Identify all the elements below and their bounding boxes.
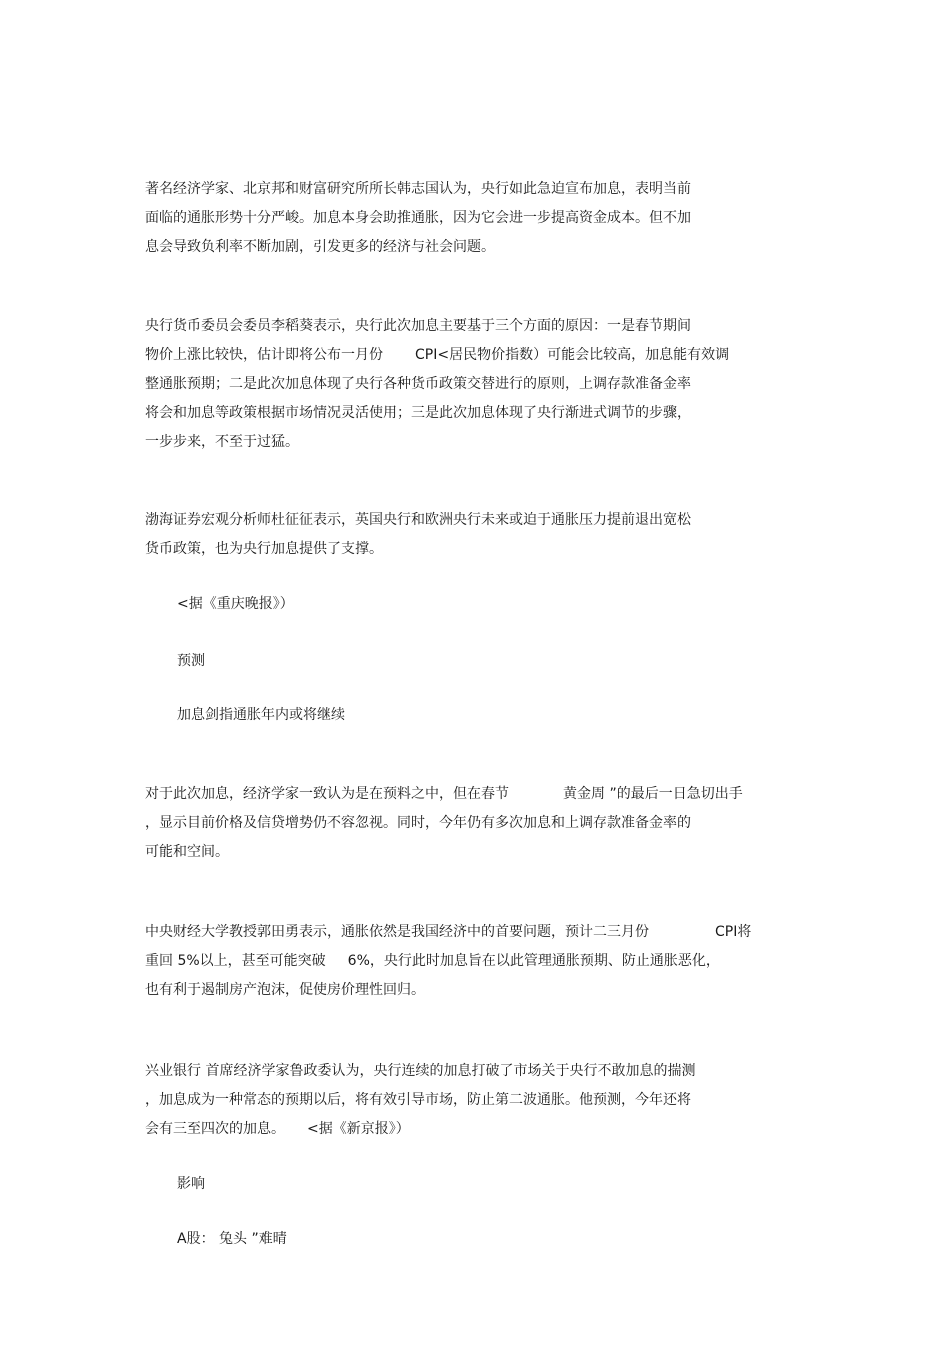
text-line: 也有利于遏制房产泡沫，促使房价理性回归。 (145, 982, 425, 998)
text-segment: 黄金周 ”的最后一日急切出手 (563, 786, 743, 802)
text-segment: CPI<居民物价指数）可能会比较高，加息能有效调 (415, 347, 730, 363)
paragraph-han-zhiguo (145, 175, 825, 262)
text-line: 渤海证券宏观分析师杜征征表示，英国央行和欧洲央行未来或迫于通胀压力提前退出宽松 (145, 512, 691, 528)
text-line: 兴业银行 首席经济学家鲁政委认为，央行连续的加息打破了市场关于央行不敢加息的揣测 (145, 1063, 696, 1079)
text-line: 将会和加息等政策根据市场情况灵活使用；三是此次加息体现了央行渐进式调节的步骤， (145, 405, 691, 421)
source-beijing-news: <据《新京报》） (307, 1121, 410, 1137)
text-segment: 对于此次加息，经济学家一致认为是在预料之中，但在春节 (145, 786, 509, 802)
text-line (145, 341, 825, 370)
section-subheading-forecast: 加息剑指通胀年内或将继续 (177, 707, 345, 723)
text-line: ，加息成为一种常态的预期以后，将有效引导市场，防止第二波通胀。他预测，今年还将 (145, 1092, 691, 1108)
text-segment: CPI将 (715, 924, 752, 940)
text-line (145, 780, 825, 809)
paragraph-li-daokui (145, 312, 825, 457)
text-line (145, 1115, 825, 1144)
text-line: 央行货币委员会委员李稻葵表示，央行此次加息主要基于三个方面的原因：一是春节期间 (145, 318, 691, 334)
section-heading-forecast: 预测 (177, 653, 205, 669)
text-line: 可能和空间。 (145, 844, 229, 860)
text-segment: 重回 5%以上，甚至可能突破 (145, 953, 326, 969)
text-line: 一步步来，不至于过猛。 (145, 434, 299, 450)
source-chongqing-evening-news: <据《重庆晚报》） (177, 596, 294, 612)
text-segment: 6%，央行此时加息旨在以此管理通胀预期、防止通胀恶化， (347, 953, 720, 969)
text-line (145, 947, 825, 976)
section-subheading-impact: A股： 兔头 ”难晴 (177, 1231, 287, 1247)
text-line: ，显示目前价格及信贷增势仍不容忽视。同时，今年仍有多次加息和上调存款准备金率的 (145, 815, 691, 831)
paragraph-lu-zhengwei (145, 1057, 825, 1144)
text-segment: 会有三至四次的加息。 (145, 1121, 285, 1137)
paragraph-golden-week (145, 780, 825, 867)
text-line: 整通胀预期；二是此次加息体现了央行各种货币政策交替进行的原则，上调存款准备金率 (145, 376, 691, 392)
paragraph-du-zhengzheng (145, 506, 825, 564)
text-segment: 物价上涨比较快，估计即将公布一月份 (145, 347, 383, 363)
text-line: 息会导致负利率不断加剧，引发更多的经济与社会问题。 (145, 239, 495, 255)
text-line: 面临的通胀形势十分严峻。加息本身会助推通胀，因为它会进一步提高资金成本。但不加 (145, 210, 691, 226)
text-line (145, 918, 825, 947)
text-line: 货币政策，也为央行加息提供了支撑。 (145, 541, 383, 557)
section-heading-impact: 影响 (177, 1176, 205, 1192)
text-line: 著名经济学家、北京邦和财富研究所所长韩志国认为，央行如此急迫宣布加息，表明当前 (145, 181, 691, 197)
text-segment: 中央财经大学教授郭田勇表示，通胀依然是我国经济中的首要问题，预计二三月份 (145, 924, 649, 940)
paragraph-guo-tianyong (145, 918, 825, 1005)
